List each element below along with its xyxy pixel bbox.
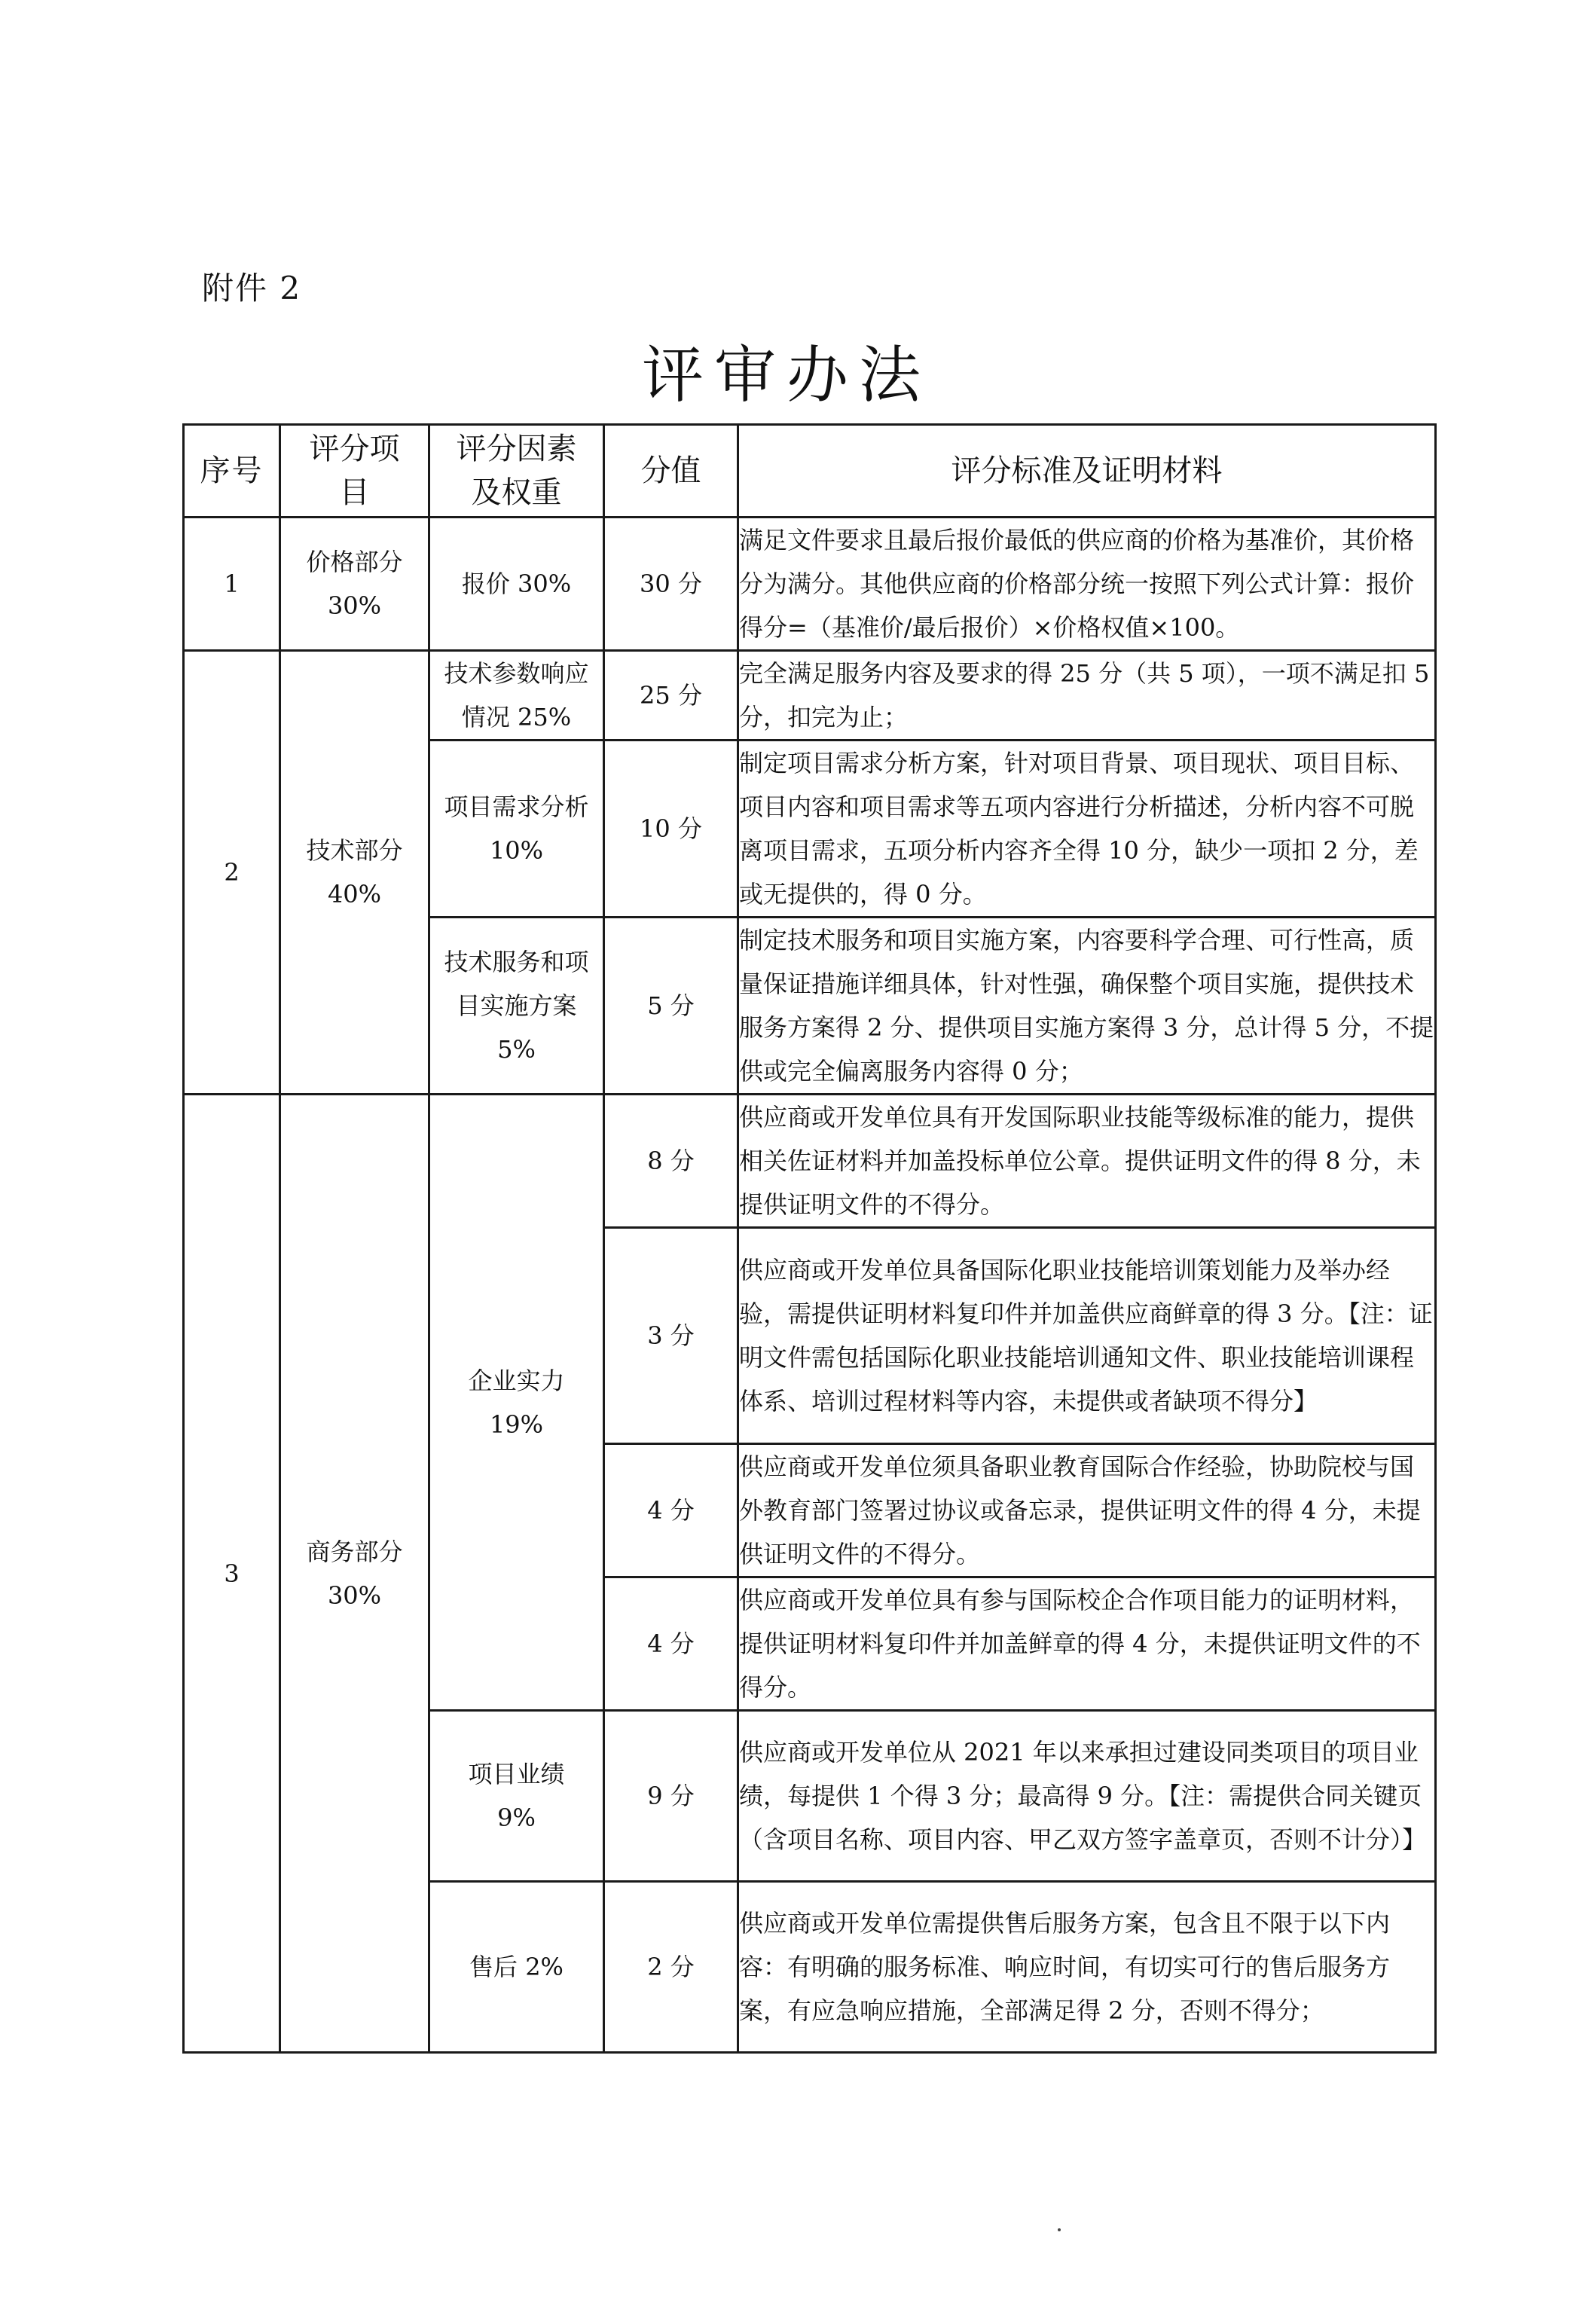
header-standard: 评分标准及证明材料 — [738, 425, 1436, 518]
header-factor: 评分因素及权重 — [429, 425, 604, 518]
header-score: 分值 — [604, 425, 738, 518]
row-seq: 3 — [184, 1095, 280, 2053]
row-score: 30 分 — [604, 518, 738, 651]
row-standard: 供应商或开发单位须具备职业教育国际合作经验，协助院校与国外教育部门签署过协议或备忘录，提供证明文件的得 4 分，未提供证明文件的不得分。 — [738, 1444, 1436, 1577]
row-standard: 满足文件要求且最后报价最低的供应商的价格为基准价，其价格分为满分。其他供应商的价格部分统一按照下列公式计算：报价得分=（基准价/最后报价）×价格权值×100。 — [738, 518, 1436, 651]
row-item: 技术部分 40% — [280, 651, 429, 1095]
row-standard: 制定技术服务和项目实施方案，内容要科学合理、可行性高，质量保证措施详细具体，针对性强，确保整个项目实施，提供技术服务方案得 2 分、提供项目实施方案得 3 分，总计得 5 分，不提供或完全偏离服务内容得 0 分； — [738, 918, 1436, 1095]
row-score: 2 分 — [604, 1882, 738, 2053]
row-score: 10 分 — [604, 741, 738, 918]
row-factor: 技术服务和项目实施方案 5% — [429, 918, 604, 1095]
table-row — [184, 518, 1436, 651]
document-title: 评审办法 — [641, 340, 931, 411]
row-standard: 供应商或开发单位从 2021 年以来承担过建设同类项目的项目业绩，每提供 1 个得 3 分；最高得 9 分。【注：需提供合同关键页（含项目名称、项目内容、甲乙双方签字盖章页，否则不计分）】 — [738, 1711, 1436, 1882]
row-standard: 完全满足服务内容及要求的得 25 分（共 5 项），一项不满足扣 5 分，扣完为止； — [738, 651, 1436, 741]
row-score: 25 分 — [604, 651, 738, 741]
row-score: 9 分 — [604, 1711, 738, 1882]
table-header-row — [184, 425, 1436, 518]
table-row — [184, 1095, 1436, 1228]
row-standard: 制定项目需求分析方案，针对项目背景、项目现状、项目目标、项目内容和项目需求等五项内容进行分析描述，分析内容不可脱离项目需求，五项分析内容齐全得 10 分，缺少一项扣 2 分，差或无提供的，得 0 分。 — [738, 741, 1436, 918]
header-seq: 序号 — [184, 425, 280, 518]
row-factor: 售后 2% — [429, 1882, 604, 2053]
row-item: 商务部分 30% — [280, 1095, 429, 2053]
row-standard: 供应商或开发单位具有开发国际职业技能等级标准的能力，提供相关佐证材料并加盖投标单位公章。提供证明文件的得 8 分，未提供证明文件的不得分。 — [738, 1095, 1436, 1228]
row-standard: 供应商或开发单位具备国际化职业技能培训策划能力及举办经验，需提供证明材料复印件并加盖供应商鲜章的得 3 分。【注：证明文件需包括国际化职业技能培训通知文件、职业技能培训课程体系、培训过程材料等内容，未提供或者缺项不得分】 — [738, 1228, 1436, 1444]
attachment-label: 附件 2 — [202, 270, 302, 307]
evaluation-table — [182, 423, 1437, 2054]
row-score: 8 分 — [604, 1095, 738, 1228]
row-factor: 企业实力 19% — [429, 1095, 604, 1711]
header-item: 评分项目 — [280, 425, 429, 518]
row-factor: 报价 30% — [429, 518, 604, 651]
row-standard: 供应商或开发单位具有参与国际校企合作项目能力的证明材料，提供证明材料复印件并加盖鲜章的得 4 分，未提供证明文件的不得分。 — [738, 1577, 1436, 1711]
row-factor: 项目业绩 9% — [429, 1711, 604, 1882]
row-score: 5 分 — [604, 918, 738, 1095]
row-score: 4 分 — [604, 1577, 738, 1711]
row-item: 价格部分 30% — [280, 518, 429, 651]
row-factor: 技术参数响应情况 25% — [429, 651, 604, 741]
row-seq: 2 — [184, 651, 280, 1095]
row-score: 4 分 — [604, 1444, 738, 1577]
row-score: 3 分 — [604, 1228, 738, 1444]
table-row — [184, 651, 1436, 741]
scan-speck — [1058, 2228, 1061, 2231]
row-standard: 供应商或开发单位需提供售后服务方案，包含且不限于以下内容：有明确的服务标准、响应时间，有切实可行的售后服务方案，有应急响应措施，全部满足得 2 分，否则不得分； — [738, 1882, 1436, 2053]
row-factor: 项目需求分析 10% — [429, 741, 604, 918]
row-seq: 1 — [184, 518, 280, 651]
